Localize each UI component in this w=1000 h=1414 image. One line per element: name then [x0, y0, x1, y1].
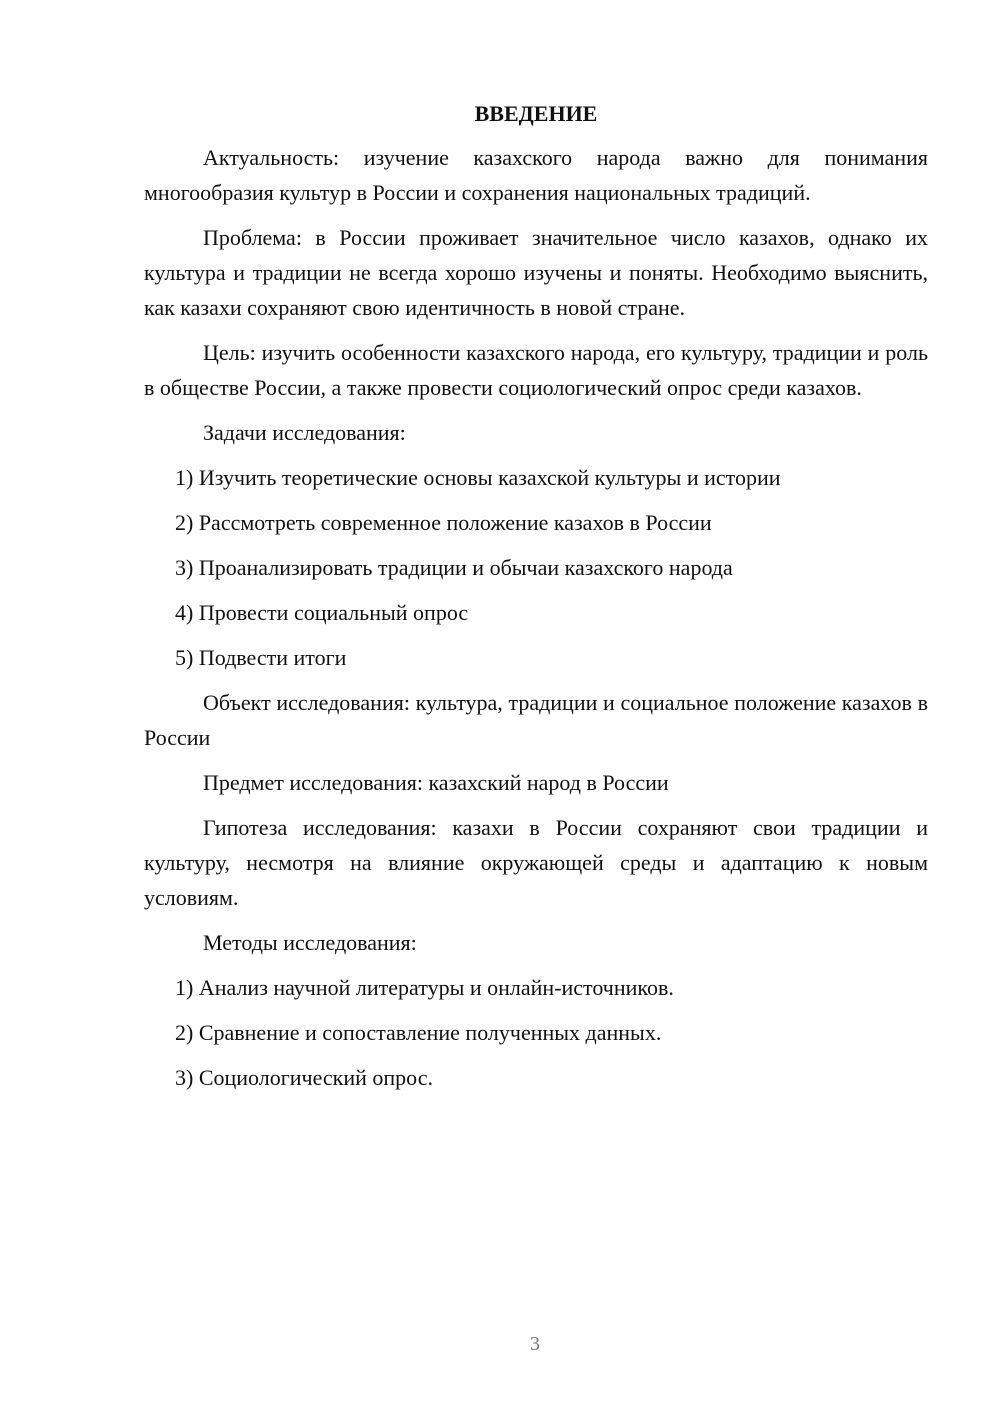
hypothesis-paragraph: Гипотеза исследования: казахи в России сохраняют свои традиции и культуру, несмотря на влияние окружающей среды и адаптацию к новым условиям. [144, 815, 928, 910]
problem-paragraph: Проблема: в России проживает значительное число казахов, однако их культура и традиции не всегда хорошо изучены и поняты. Необходимо выяснить, как казахи сохраняют свою идентичность в новой стране. [144, 225, 928, 320]
tasks-list [144, 460, 928, 675]
list-item: 1) Изучить теоретические основы казахской культуры и истории [175, 465, 781, 490]
list-item: 4) Провести социальный опрос [175, 600, 469, 625]
list-item: 3) Социологический опрос. [175, 1065, 433, 1090]
list-item: 2) Рассмотреть современное положение казахов в России [175, 510, 712, 535]
methods-heading: Методы исследования: [203, 930, 417, 955]
object-paragraph: Объект исследования: культура, традиции и социальное положение казахов в России [144, 690, 928, 750]
document-page [144, 96, 928, 1105]
section-title: ВВЕДЕНИЕ [474, 101, 598, 126]
page-number: 3 [530, 1333, 540, 1355]
list-item: 5) Подвести итоги [175, 645, 347, 670]
list-item: 1) Анализ научной литературы и онлайн-источников. [175, 975, 674, 1000]
tasks-heading: Задачи исследования: [203, 420, 406, 445]
list-item: 2) Сравнение и сопоставление полученных данных. [175, 1020, 662, 1045]
relevance-paragraph: Актуальность: изучение казахского народа важно для понимания многообразия культур в России и сохранения национальных традиций. [144, 145, 928, 205]
methods-list [144, 970, 928, 1095]
goal-paragraph: Цель: изучить особенности казахского народа, его культуру, традиции и роль в обществе России, а также провести социологический опрос среди казахов. [144, 340, 928, 400]
subject-paragraph: Предмет исследования: казахский народ в России [203, 770, 669, 795]
list-item: 3) Проанализировать традиции и обычаи казахского народа [175, 555, 733, 580]
